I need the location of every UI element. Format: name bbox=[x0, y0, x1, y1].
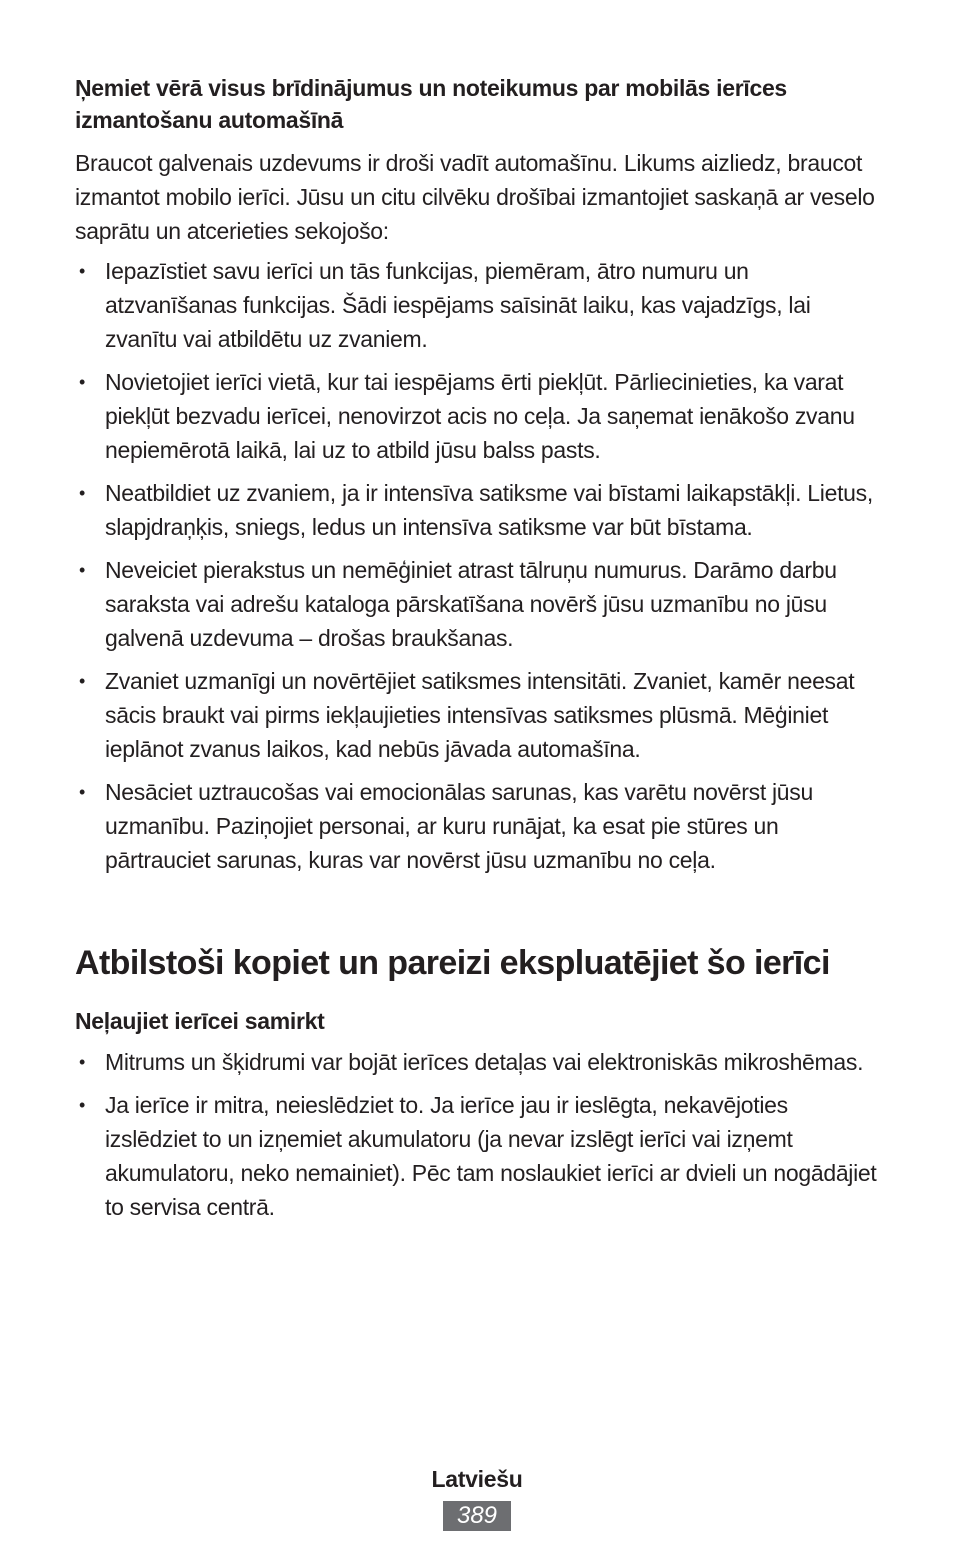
list-item bbox=[75, 1045, 885, 1079]
list-item bbox=[75, 476, 885, 544]
list-item bbox=[75, 365, 885, 467]
list-item-text: Ja ierīce ir mitra, neieslēdziet to. Ja ierīce jau ir ieslēgta, nekavējoties izslēdziet to un izņemiet akumulatoru (ja nevar izslēgt ierīci vai izņemt akumulatoru, neko nemainiet). Pēc tam noslaukiet ierīci ar dvieli un nogādājiet to servisa centrā. bbox=[105, 1092, 877, 1220]
bullet-icon: • bbox=[78, 671, 85, 691]
list-item bbox=[75, 1088, 885, 1224]
bullet-icon: • bbox=[78, 1052, 85, 1072]
page-footer bbox=[0, 1463, 954, 1531]
bullet-icon: • bbox=[78, 261, 85, 281]
list-item bbox=[75, 775, 885, 877]
bullet-icon: • bbox=[78, 560, 85, 580]
bullet-icon: • bbox=[78, 782, 85, 802]
bullet-icon: • bbox=[78, 483, 85, 503]
keep-dry-list bbox=[75, 1045, 885, 1224]
list-item-text: Novietojiet ierīci vietā, kur tai iespējams ērti piekļūt. Pārliecinieties, ka varat piekļūt bezvadu ierīcei, nenovirzot acis no ceļa. Ja saņemat ienākošo zvanu nepiemērotā laikā, lai uz to atbild jūsu balss pasts. bbox=[105, 369, 855, 463]
list-item-text: Nesāciet uztraucošas vai emocionālas sarunas, kas varētu novērst jūsu uzmanību. Paziņojiet personai, ar kuru runājat, ka esat pie stūres un pārtrauciet sarunas, kuras var novērst jūsu uzmanību no ceļa. bbox=[105, 779, 813, 873]
keep-dry-heading: Neļaujiet ierīcei samirkt bbox=[75, 1008, 325, 1034]
bullet-icon: • bbox=[78, 372, 85, 392]
list-item-text: Mitrums un šķidrumi var bojāt ierīces detaļas vai elektroniskās mikroshēmas. bbox=[105, 1049, 864, 1075]
footer-language: Latviešu bbox=[431, 1466, 523, 1492]
bullet-icon: • bbox=[78, 1095, 85, 1115]
page-number-badge: 389 bbox=[443, 1501, 511, 1531]
list-item-text: Zvaniet uzmanīgi un novērtējiet satiksmes intensitāti. Zvaniet, kamēr neesat sācis braukt vai pirms iekļaujieties intensīvas satiksmes plūsmā. Mēģiniet ieplānot zvanus laikos, kad nebūs jāvada automašīna. bbox=[105, 668, 855, 762]
list-item-text: Iepazīstiet savu ierīci un tās funkcijas, piemēram, ātro numuru un atzvanīšanas funkcijas. Šādi iespējams saīsināt laiku, kas vajadzīgs, lai zvanītu vai atbildētu uz zvaniem. bbox=[105, 258, 811, 352]
driving-safety-intro: Braucot galvenais uzdevums ir droši vadīt automašīnu. Likums aizliedz, braucot izmantot mobilo ierīci. Jūsu un citu cilvēku drošībai izmantojiet saskaņā ar veselo saprātu un atcerieties sekojošo: bbox=[75, 150, 875, 244]
list-item bbox=[75, 254, 885, 356]
list-item bbox=[75, 553, 885, 655]
list-item-text: Neatbildiet uz zvaniem, ja ir intensīva satiksme vai bīstami laikapstākļi. Lietus, slapjdraņķis, sniegs, ledus un intensīva satiksme var būt bīstama. bbox=[105, 480, 873, 540]
device-care-title: Atbilstoši kopiet un pareizi ekspluatējiet šo ierīci bbox=[75, 944, 830, 982]
driving-safety-heading: Ņemiet vērā visus brīdinājumus un noteikumus par mobilās ierīces izmantošanu automašīnā bbox=[75, 75, 787, 133]
driving-safety-list bbox=[75, 254, 885, 877]
list-item bbox=[75, 664, 885, 766]
list-item-text: Neveiciet pierakstus un nemēģiniet atrast tālruņu numurus. Darāmo darbu saraksta vai adrešu kataloga pārskatīšana novērš jūsu uzmanību no jūsu galvenā uzdevuma – drošas braukšanas. bbox=[105, 557, 837, 651]
page-content bbox=[75, 72, 885, 1233]
